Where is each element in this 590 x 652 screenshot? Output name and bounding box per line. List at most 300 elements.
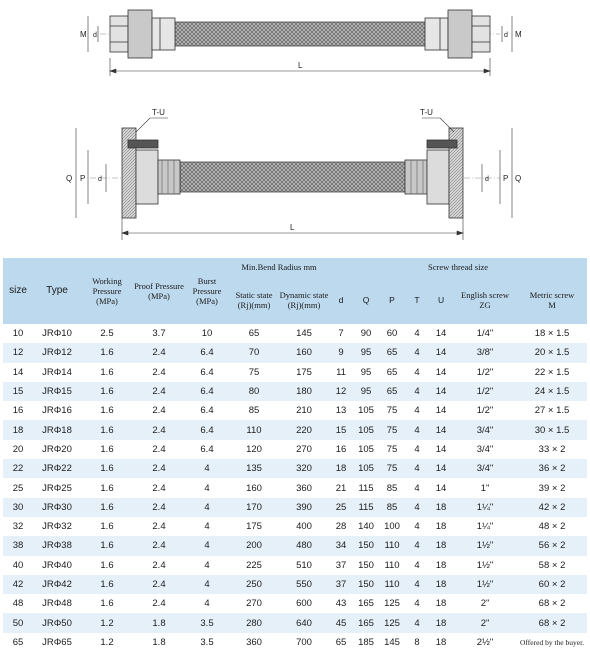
cell-d: 11 — [329, 363, 353, 382]
bottom-right-flange — [405, 128, 463, 218]
cell-english-screw: 1" — [453, 478, 517, 497]
top-hose-drawing — [80, 10, 522, 76]
table-row — [3, 478, 587, 497]
header-Q: Q — [353, 276, 379, 324]
cell-Q: 165 — [353, 594, 379, 613]
cell-static-state: 80 — [229, 382, 279, 401]
header-english-screw — [453, 276, 517, 324]
cell-size: 12 — [3, 343, 33, 362]
cell-dynamic-state: 390 — [279, 498, 329, 517]
hose-technical-drawings — [0, 0, 590, 255]
cell-T: 4 — [405, 420, 429, 439]
cell-dynamic-state: 360 — [279, 478, 329, 497]
top-left-fitting — [110, 10, 175, 58]
cell-Q: 105 — [353, 420, 379, 439]
cell-P: 145 — [379, 633, 405, 652]
cell-static-state: 175 — [229, 517, 279, 536]
cell-metric-screw: 33 × 2 — [517, 440, 587, 459]
bottom-label-d-left: d — [98, 176, 102, 183]
cell-d: 13 — [329, 401, 353, 420]
cell-proof-pressure: 3.7 — [133, 324, 185, 343]
cell-static-state: 65 — [229, 324, 279, 343]
header-burst-pressure — [185, 258, 229, 324]
cell-type: JRΦ40 — [33, 556, 81, 575]
cell-burst-pressure: 6.4 — [185, 420, 229, 439]
header-english-screw-label: English screw — [461, 290, 509, 300]
cell-Q: 150 — [353, 575, 379, 594]
cell-size: 38 — [3, 536, 33, 555]
cell-metric-screw: 48 × 2 — [517, 517, 587, 536]
header-working-pressure-unit: (MPa) — [96, 296, 118, 306]
cell-type: JRΦ48 — [33, 594, 81, 613]
top-label-d-right: d — [504, 32, 508, 39]
table-row — [3, 613, 587, 632]
cell-type: JRΦ14 — [33, 363, 81, 382]
cell-size: 22 — [3, 459, 33, 478]
hose-specification-table — [3, 258, 587, 652]
cell-d: 34 — [329, 536, 353, 555]
cell-static-state: 135 — [229, 459, 279, 478]
cell-dynamic-state: 700 — [279, 633, 329, 652]
cell-U: 14 — [429, 343, 453, 362]
cell-Q: 165 — [353, 613, 379, 632]
cell-working-pressure: 1.6 — [81, 575, 133, 594]
cell-metric-screw: 58 × 2 — [517, 556, 587, 575]
cell-U: 14 — [429, 478, 453, 497]
cell-P: 110 — [379, 556, 405, 575]
bottom-label-d-right: d — [485, 176, 489, 183]
cell-d: 12 — [329, 382, 353, 401]
cell-size: 20 — [3, 440, 33, 459]
cell-type: JRΦ30 — [33, 498, 81, 517]
cell-dynamic-state: 145 — [279, 324, 329, 343]
cell-english-screw: 2" — [453, 613, 517, 632]
header-static-state-label: Static state — [235, 290, 273, 300]
cell-U: 14 — [429, 440, 453, 459]
header-dynamic-state-unit: (Rj)(mm) — [287, 300, 321, 310]
cell-U: 14 — [429, 420, 453, 439]
cell-metric-screw: 18 × 1.5 — [517, 324, 587, 343]
cell-U: 18 — [429, 517, 453, 536]
cell-dynamic-state: 550 — [279, 575, 329, 594]
cell-burst-pressure: 4 — [185, 459, 229, 478]
cell-d: 45 — [329, 613, 353, 632]
header-static-state-unit: (Rj)(mm) — [237, 300, 271, 310]
header-burst-pressure-label: Burst Pressure — [192, 276, 222, 296]
cell-working-pressure: 1.6 — [81, 594, 133, 613]
cell-size: 15 — [3, 382, 33, 401]
cell-Q: 95 — [353, 382, 379, 401]
cell-U: 14 — [429, 382, 453, 401]
cell-metric-screw: 24 × 1.5 — [517, 382, 587, 401]
cell-U: 18 — [429, 613, 453, 632]
cell-working-pressure: 1.6 — [81, 459, 133, 478]
cell-burst-pressure: 4 — [185, 594, 229, 613]
cell-working-pressure: 2.5 — [81, 324, 133, 343]
cell-burst-pressure: 4 — [185, 478, 229, 497]
cell-static-state: 75 — [229, 363, 279, 382]
cell-T: 4 — [405, 343, 429, 362]
cell-d: 16 — [329, 440, 353, 459]
cell-burst-pressure: 10 — [185, 324, 229, 343]
header-static-state — [229, 276, 279, 324]
cell-T: 4 — [405, 613, 429, 632]
bottom-hose-braid — [180, 162, 405, 192]
cell-P: 85 — [379, 498, 405, 517]
cell-proof-pressure: 2.4 — [133, 517, 185, 536]
cell-proof-pressure: 2.4 — [133, 382, 185, 401]
cell-U: 14 — [429, 459, 453, 478]
cell-Q: 95 — [353, 343, 379, 362]
cell-P: 60 — [379, 324, 405, 343]
cell-d: 37 — [329, 556, 353, 575]
cell-metric-screw: 22 × 1.5 — [517, 363, 587, 382]
table-row — [3, 575, 587, 594]
top-right-fitting — [425, 10, 490, 58]
header-type: Type — [33, 258, 81, 324]
table-row — [3, 459, 587, 478]
cell-d: 43 — [329, 594, 353, 613]
cell-proof-pressure: 2.4 — [133, 536, 185, 555]
cell-metric-screw: 68 × 2 — [517, 594, 587, 613]
cell-english-screw: 1/2" — [453, 363, 517, 382]
header-dynamic-state — [279, 276, 329, 324]
cell-metric-screw: 68 × 2 — [517, 613, 587, 632]
header-size: size — [3, 258, 33, 324]
top-label-L: L — [298, 61, 303, 70]
cell-U: 18 — [429, 594, 453, 613]
cell-d: 21 — [329, 478, 353, 497]
cell-dynamic-state: 160 — [279, 343, 329, 362]
cell-type: JRΦ20 — [33, 440, 81, 459]
cell-burst-pressure: 4 — [185, 575, 229, 594]
cell-dynamic-state: 180 — [279, 382, 329, 401]
table-row — [3, 343, 587, 362]
cell-type: JRΦ10 — [33, 324, 81, 343]
cell-d: 65 — [329, 633, 353, 652]
cell-metric-screw: 42 × 2 — [517, 498, 587, 517]
cell-type: JRΦ25 — [33, 478, 81, 497]
cell-d: 28 — [329, 517, 353, 536]
cell-english-screw: 2" — [453, 594, 517, 613]
bottom-left-flange — [122, 128, 180, 218]
table-row — [3, 382, 587, 401]
cell-dynamic-state: 480 — [279, 536, 329, 555]
cell-proof-pressure: 2.4 — [133, 594, 185, 613]
cell-english-screw: 1/2" — [453, 401, 517, 420]
cell-Q: 105 — [353, 440, 379, 459]
cell-size: 48 — [3, 594, 33, 613]
bottom-label-TU-right: T-U — [420, 108, 433, 117]
cell-type: JRΦ12 — [33, 343, 81, 362]
cell-Q: 150 — [353, 536, 379, 555]
header-proof-pressure-unit: (MPa) — [148, 291, 170, 301]
cell-proof-pressure: 2.4 — [133, 401, 185, 420]
top-hose-braid — [175, 22, 425, 46]
cell-english-screw: 1/4" — [453, 324, 517, 343]
cell-static-state: 85 — [229, 401, 279, 420]
cell-english-screw: 3/8" — [453, 343, 517, 362]
cell-U: 14 — [429, 363, 453, 382]
cell-P: 100 — [379, 517, 405, 536]
cell-working-pressure: 1.6 — [81, 498, 133, 517]
cell-T: 4 — [405, 517, 429, 536]
table-row — [3, 517, 587, 536]
cell-working-pressure: 1.6 — [81, 536, 133, 555]
header-working-pressure-label: Working Pressure — [92, 276, 122, 296]
cell-dynamic-state: 600 — [279, 594, 329, 613]
header-proof-pressure — [133, 258, 185, 324]
table-row — [3, 556, 587, 575]
cell-dynamic-state: 220 — [279, 420, 329, 439]
cell-T: 4 — [405, 594, 429, 613]
cell-dynamic-state: 510 — [279, 556, 329, 575]
cell-U: 18 — [429, 556, 453, 575]
cell-english-screw: 1½" — [453, 575, 517, 594]
cell-T: 4 — [405, 324, 429, 343]
cell-d: 15 — [329, 420, 353, 439]
cell-working-pressure: 1.6 — [81, 363, 133, 382]
cell-size: 32 — [3, 517, 33, 536]
cell-english-screw: 1¼" — [453, 517, 517, 536]
cell-proof-pressure: 1.8 — [133, 613, 185, 632]
cell-working-pressure: 1.2 — [81, 613, 133, 632]
cell-U: 14 — [429, 401, 453, 420]
table-row — [3, 363, 587, 382]
cell-metric-screw: 56 × 2 — [517, 536, 587, 555]
cell-d: 37 — [329, 575, 353, 594]
header-metric-screw-label: Metric screw — [529, 290, 575, 300]
cell-working-pressure: 1.6 — [81, 478, 133, 497]
cell-metric-screw: 39 × 2 — [517, 478, 587, 497]
cell-P: 125 — [379, 613, 405, 632]
cell-static-state: 280 — [229, 613, 279, 632]
top-label-M-left: M — [80, 30, 87, 39]
cell-type: JRΦ32 — [33, 517, 81, 536]
header-metric-screw — [517, 276, 587, 324]
cell-english-screw: 2½" — [453, 633, 517, 652]
cell-Q: 95 — [353, 363, 379, 382]
header-U: U — [429, 276, 453, 324]
cell-P: 110 — [379, 536, 405, 555]
cell-Q: 105 — [353, 459, 379, 478]
cell-size: 18 — [3, 420, 33, 439]
cell-type: JRΦ22 — [33, 459, 81, 478]
cell-burst-pressure: 4 — [185, 556, 229, 575]
cell-P: 75 — [379, 401, 405, 420]
cell-type: JRΦ42 — [33, 575, 81, 594]
bottom-label-P-right: P — [503, 174, 509, 183]
cell-Q: 90 — [353, 324, 379, 343]
cell-U: 14 — [429, 324, 453, 343]
top-label-d-left: d — [93, 32, 97, 39]
cell-size: 65 — [3, 633, 33, 652]
cell-Q: 140 — [353, 517, 379, 536]
cell-dynamic-state: 210 — [279, 401, 329, 420]
cell-T: 4 — [405, 401, 429, 420]
cell-working-pressure: 1.6 — [81, 440, 133, 459]
cell-static-state: 270 — [229, 594, 279, 613]
cell-Q: 115 — [353, 478, 379, 497]
cell-static-state: 200 — [229, 536, 279, 555]
cell-U: 18 — [429, 633, 453, 652]
table-row — [3, 324, 587, 343]
header-metric-screw-unit: M — [548, 300, 556, 310]
cell-english-screw: 3/4" — [453, 420, 517, 439]
bottom-label-Q-left: Q — [66, 174, 73, 183]
bottom-label-Q-right: Q — [515, 174, 522, 183]
cell-proof-pressure: 2.4 — [133, 363, 185, 382]
cell-burst-pressure: 3.5 — [185, 613, 229, 632]
cell-P: 75 — [379, 459, 405, 478]
cell-T: 4 — [405, 382, 429, 401]
cell-U: 18 — [429, 575, 453, 594]
bottom-label-TU-left: T-U — [152, 108, 165, 117]
cell-T: 4 — [405, 556, 429, 575]
cell-size: 50 — [3, 613, 33, 632]
cell-metric-screw: 20 × 1.5 — [517, 343, 587, 362]
cell-burst-pressure: 3.5 — [185, 633, 229, 652]
cell-burst-pressure: 4 — [185, 517, 229, 536]
cell-burst-pressure: 6.4 — [185, 382, 229, 401]
cell-static-state: 70 — [229, 343, 279, 362]
table-row — [3, 420, 587, 439]
header-burst-pressure-unit: (MPa) — [196, 296, 218, 306]
cell-metric-screw: 60 × 2 — [517, 575, 587, 594]
cell-size: 40 — [3, 556, 33, 575]
cell-P: 110 — [379, 575, 405, 594]
table-row — [3, 536, 587, 555]
table-header — [3, 258, 587, 324]
cell-proof-pressure: 2.4 — [133, 420, 185, 439]
bottom-label-P-left: P — [80, 174, 86, 183]
cell-T: 8 — [405, 633, 429, 652]
cell-dynamic-state: 640 — [279, 613, 329, 632]
cell-burst-pressure: 6.4 — [185, 343, 229, 362]
cell-size: 42 — [3, 575, 33, 594]
cell-proof-pressure: 2.4 — [133, 575, 185, 594]
cell-dynamic-state: 175 — [279, 363, 329, 382]
cell-d: 18 — [329, 459, 353, 478]
cell-T: 4 — [405, 575, 429, 594]
cell-working-pressure: 1.6 — [81, 343, 133, 362]
bottom-hose-drawing — [66, 108, 521, 240]
cell-english-screw: 1¼" — [453, 498, 517, 517]
cell-type: JRΦ15 — [33, 382, 81, 401]
cell-working-pressure: 1.6 — [81, 420, 133, 439]
cell-burst-pressure: 6.4 — [185, 440, 229, 459]
cell-working-pressure: 1.6 — [81, 382, 133, 401]
header-bend-radius: Min.Bend Radius mm — [229, 258, 329, 276]
cell-P: 75 — [379, 420, 405, 439]
cell-size: 25 — [3, 478, 33, 497]
cell-working-pressure: 1.6 — [81, 517, 133, 536]
cell-static-state: 110 — [229, 420, 279, 439]
header-english-screw-unit: ZG — [479, 300, 491, 310]
cell-english-screw: 3/4" — [453, 459, 517, 478]
cell-metric-screw: 27 × 1.5 — [517, 401, 587, 420]
cell-static-state: 225 — [229, 556, 279, 575]
cell-proof-pressure: 2.4 — [133, 478, 185, 497]
header-T: T — [405, 276, 429, 324]
cell-metric-screw: 30 × 1.5 — [517, 420, 587, 439]
cell-type: JRΦ16 — [33, 401, 81, 420]
cell-Q: 115 — [353, 498, 379, 517]
header-P: P — [379, 276, 405, 324]
header-screw-thread-size: Screw thread size — [329, 258, 587, 276]
top-label-M-right: M — [515, 30, 522, 39]
cell-T: 4 — [405, 459, 429, 478]
cell-P: 75 — [379, 440, 405, 459]
cell-Q: 150 — [353, 556, 379, 575]
cell-P: 125 — [379, 594, 405, 613]
table-row — [3, 594, 587, 613]
table-row — [3, 633, 587, 652]
cell-english-screw: 1½" — [453, 556, 517, 575]
cell-proof-pressure: 2.4 — [133, 459, 185, 478]
cell-T: 4 — [405, 478, 429, 497]
cell-dynamic-state: 270 — [279, 440, 329, 459]
header-working-pressure — [81, 258, 133, 324]
cell-T: 4 — [405, 363, 429, 382]
cell-burst-pressure: 4 — [185, 536, 229, 555]
cell-P: 65 — [379, 343, 405, 362]
cell-size: 16 — [3, 401, 33, 420]
cell-burst-pressure: 6.4 — [185, 401, 229, 420]
cell-d: 9 — [329, 343, 353, 362]
cell-P: 65 — [379, 363, 405, 382]
cell-proof-pressure: 2.4 — [133, 440, 185, 459]
cell-static-state: 250 — [229, 575, 279, 594]
cell-metric-screw: 36 × 2 — [517, 459, 587, 478]
cell-proof-pressure: 2.4 — [133, 498, 185, 517]
cell-size: 30 — [3, 498, 33, 517]
cell-metric-screw: Offered by the buyer. — [517, 633, 587, 652]
cell-d: 25 — [329, 498, 353, 517]
cell-dynamic-state: 320 — [279, 459, 329, 478]
cell-type: JRΦ38 — [33, 536, 81, 555]
cell-Q: 185 — [353, 633, 379, 652]
cell-U: 18 — [429, 536, 453, 555]
cell-T: 4 — [405, 440, 429, 459]
cell-type: JRΦ50 — [33, 613, 81, 632]
cell-size: 10 — [3, 324, 33, 343]
cell-proof-pressure: 2.4 — [133, 343, 185, 362]
cell-U: 18 — [429, 498, 453, 517]
table-row — [3, 440, 587, 459]
table-row — [3, 498, 587, 517]
cell-static-state: 170 — [229, 498, 279, 517]
cell-size: 14 — [3, 363, 33, 382]
cell-burst-pressure: 4 — [185, 498, 229, 517]
cell-english-screw: 3/4" — [453, 440, 517, 459]
cell-d: 7 — [329, 324, 353, 343]
cell-dynamic-state: 400 — [279, 517, 329, 536]
header-d: d — [329, 276, 353, 324]
bottom-label-L: L — [290, 223, 295, 232]
cell-working-pressure: 1.2 — [81, 633, 133, 652]
cell-static-state: 120 — [229, 440, 279, 459]
cell-Q: 105 — [353, 401, 379, 420]
cell-P: 65 — [379, 382, 405, 401]
cell-type: JRΦ18 — [33, 420, 81, 439]
cell-proof-pressure: 1.8 — [133, 633, 185, 652]
cell-burst-pressure: 6.4 — [185, 363, 229, 382]
cell-T: 4 — [405, 498, 429, 517]
cell-english-screw: 1/2" — [453, 382, 517, 401]
table-body — [3, 324, 587, 652]
header-dynamic-state-label: Dynamic state — [279, 290, 329, 300]
